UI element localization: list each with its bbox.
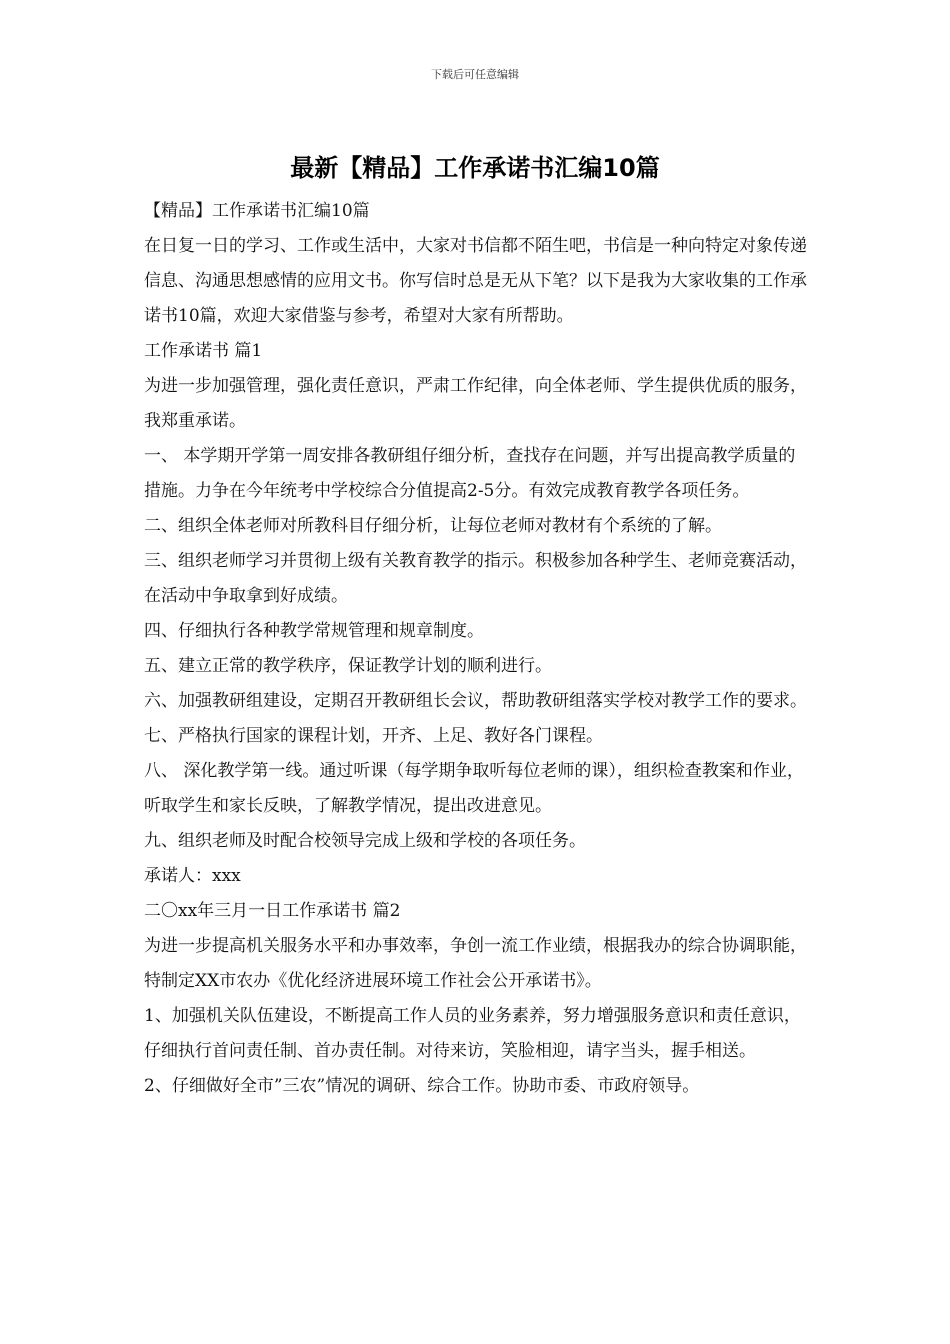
list-item: 二、组织全体老师对所教科目仔细分析，让每位老师对教材有个系统的了解。 (144, 516, 722, 536)
list-item: 九、组织老师及时配合校领导完成上级和学校的各项任务。 (144, 831, 586, 851)
list-item: 四、仔细执行各种教学常规管理和规章制度。 (144, 621, 484, 641)
signatory-line: 承诺人：xxx (144, 866, 241, 886)
page-header-note: 下载后可任意编辑 (431, 68, 519, 81)
document-title: 最新【精品】工作承诺书汇编10篇 (290, 154, 660, 182)
list-item: 八、 深化教学第一线。通过听课（每学期争取听每位老师的课），组织检查教案和作业，听取学生和家长反映，了解教学情况，提出改进意见。 (144, 761, 804, 816)
intro-paragraph: 在日复一日的学习、工作或生活中，大家对书信都不陌生吧，书信是一种向特定对象传递信息、沟通思想感情的应用文书。你写信时总是无从下笔？以下是我为大家收集的工作承诺书10篇，欢迎大家借鉴与参考，希望对大家有所帮助。 (144, 236, 807, 326)
list-item: 一、 本学期开学第一周安排各教研组仔细分析，查找存在问题，并写出提高教学质量的措施。力争在今年统考中学校综合分值提高2-5分。有效完成教育教学各项任务。 (144, 446, 796, 501)
document-body (144, 194, 812, 1104)
list-item: 三、组织老师学习并贯彻上级有关教育教学的指示。积极参加各种学生、老师竞赛活动，在活动中争取拿到好成绩。 (144, 551, 807, 606)
body-paragraph: 为进一步提高机关服务水平和办事效率，争创一流工作业绩，根据我办的综合协调职能，特制定XX市农办《优化经济进展环境工作社会公开承诺书》。 (144, 936, 807, 991)
list-item: 六、加强教研组建设，定期召开教研组长会议，帮助教研组落实学校对教学工作的要求。 (144, 691, 807, 711)
date-and-section-heading-2: 二〇xx年三月一日工作承诺书 篇2 (144, 901, 401, 921)
list-item: 五、建立正常的教学秩序，保证教学计划的顺利进行。 (144, 656, 552, 676)
list-item: 1、加强机关队伍建设，不断提高工作人员的业务素养，努力增强服务意识和责任意识，仔细执行首问责任制、首办责任制。对待来访，笑脸相迎，请字当头，握手相送。 (144, 1006, 801, 1061)
body-paragraph: 为进一步加强管理，强化责任意识，严肃工作纪律，向全体老师、学生提供优质的服务，我郑重承诺。 (144, 376, 807, 431)
list-item: 2、仔细做好全市”三农”情况的调研、综合工作。协助市委、市政府领导。 (144, 1076, 700, 1096)
subtitle-paragraph: 【精品】工作承诺书汇编10篇 (144, 201, 370, 221)
list-item: 七、严格执行国家的课程计划，开齐、上足、教好各门课程。 (144, 726, 603, 746)
section-heading-1: 工作承诺书 篇1 (144, 341, 263, 361)
